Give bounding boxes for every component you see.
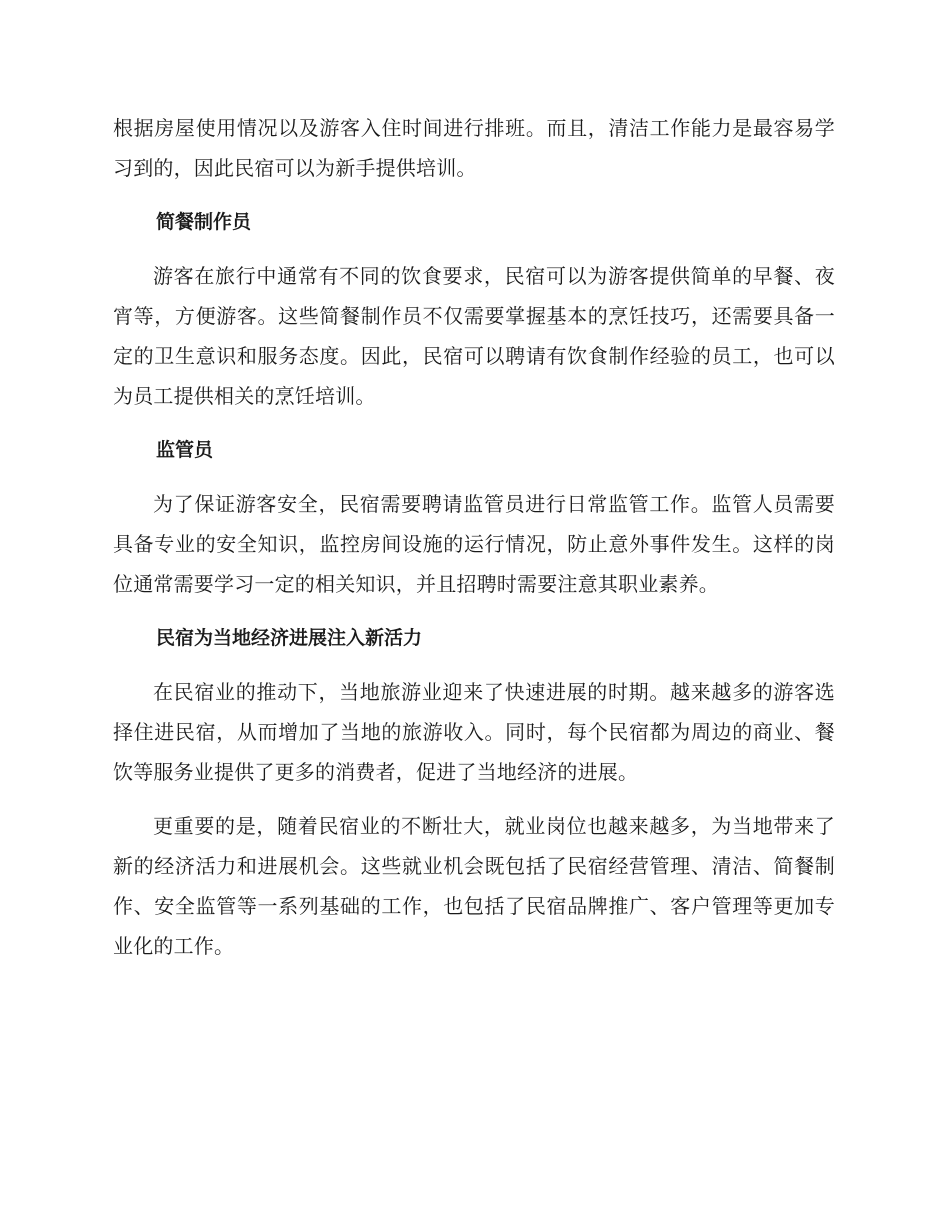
paragraph-meal-maker: 游客在旅行中通常有不同的饮食要求，民宿可以为游客提供简单的早餐、夜宵等，方便游客。这些简餐制作员不仅需要掌握基本的烹饪技巧，还需要具备一定的卫生意识和服务态度。因此，民宿可以聘请有饮食制作经验的员工，也可以为员工提供相关的烹饪培训。 [113, 264, 835, 408]
paragraph-local-economy: 在民宿业的推动下，当地旅游业迎来了快速进展的时期。越来越多的游客选择住进民宿，从而增加了当地的旅游收入。同时，每个民宿都为周边的商业、餐饮等服务业提供了更多的消费者，促进了当地经济的进展。 [113, 680, 835, 784]
paragraph-supervisor: 为了保证游客安全，民宿需要聘请监管员进行日常监管工作。监管人员需要具备专业的安全知识，监控房间设施的运行情况，防止意外事件发生。这样的岗位通常需要学习一定的相关知识，并且招聘时需要注意其职业素养。 [113, 492, 835, 596]
heading-supervisor: 监管员 [156, 439, 214, 461]
heading-local-economy: 民宿为当地经济进展注入新活力 [156, 627, 423, 649]
document-page [113, 108, 835, 980]
heading-meal-maker: 简餐制作员 [156, 211, 252, 233]
paragraph-cleaning-continued: 根据房屋使用情况以及游客入住时间进行排班。而且，清洁工作能力是最容易学习到的，因此民宿可以为新手提供培训。 [113, 116, 835, 180]
paragraph-employment: 更重要的是，随着民宿业的不断壮大，就业岗位也越来越多，为当地带来了新的经济活力和进展机会。这些就业机会既包括了民宿经营管理、清洁、简餐制作、安全监管等一系列基础的工作，也包括了民宿品牌推广、客户管理等更加专业化的工作。 [113, 814, 835, 958]
